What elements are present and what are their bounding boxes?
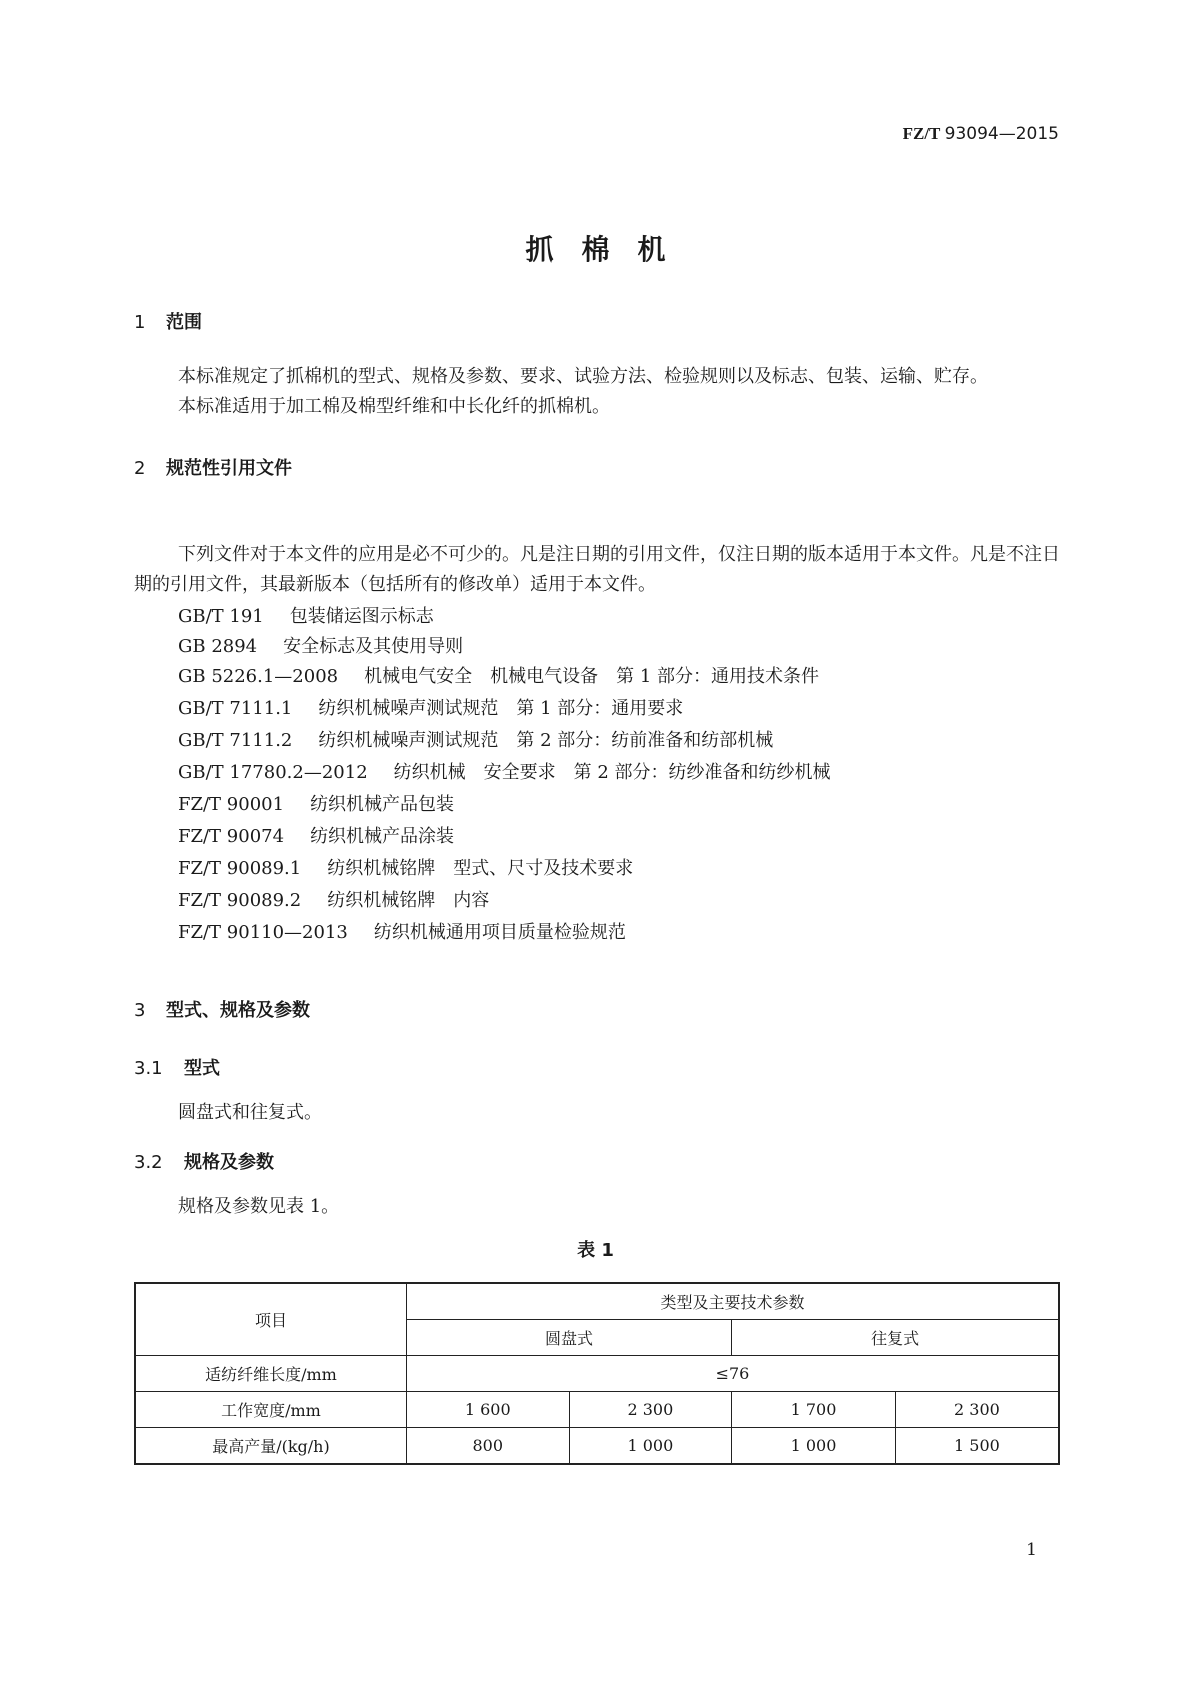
reference-title: 纺织机械噪声测试规范 第 2 部分：纺前准备和纺部机械 [318, 730, 774, 751]
table-cell: 1 500 [895, 1428, 1059, 1465]
table-row-label: 工作宽度/mm [135, 1392, 406, 1428]
table-row-label: 最高产量/(kg/h) [135, 1428, 406, 1465]
reference-item [178, 790, 454, 816]
reference-title: 纺织机械铭牌 型式、尺寸及技术要求 [327, 858, 634, 879]
table-header-type-b: 往复式 [732, 1320, 1059, 1356]
section-3-2-heading [134, 1148, 274, 1174]
section-1-paragraph: 本标准规定了抓棉机的型式、规格及参数、要求、试验方法、检验规则以及标志、包装、运输、贮存。 [178, 366, 988, 387]
table-cell: 1 000 [569, 1428, 732, 1465]
section-1-heading [134, 308, 202, 334]
section-title: 型式 [184, 1058, 220, 1079]
table-cell: 2 300 [895, 1392, 1059, 1428]
section-3-2-text: 规格及参数见表 1。 [178, 1196, 340, 1217]
reference-item [178, 694, 683, 720]
section-3-1-heading [134, 1054, 220, 1080]
table-header-type-a: 圆盘式 [406, 1320, 731, 1356]
reference-code: GB/T 7111.1 [178, 698, 293, 719]
reference-item [178, 662, 819, 688]
section-title: 型式、规格及参数 [166, 1000, 310, 1021]
reference-item [178, 602, 434, 628]
table-cell: 800 [406, 1428, 569, 1465]
table-header-group: 类型及主要技术参数 [406, 1283, 1059, 1320]
table-header-item: 项目 [135, 1283, 406, 1356]
reference-code: GB/T 7111.2 [178, 730, 293, 751]
section-title: 规范性引用文件 [166, 458, 292, 479]
section-number: 3.1 [134, 1058, 163, 1079]
reference-title: 安全标志及其使用导则 [283, 636, 464, 657]
reference-title: 纺织机械噪声测试规范 第 1 部分：通用要求 [318, 698, 684, 719]
table-cell: 1 000 [732, 1428, 896, 1465]
reference-code: GB/T 191 [178, 606, 264, 627]
spec-table [134, 1282, 1060, 1465]
reference-item [178, 918, 626, 944]
reference-code: FZ/T 90074 [178, 826, 285, 847]
section-number: 1 [134, 312, 146, 333]
reference-code: GB/T 17780.2—2012 [178, 762, 368, 783]
reference-code: FZ/T 90001 [178, 794, 285, 815]
reference-code: FZ/T 90110—2013 [178, 922, 348, 943]
section-number: 3 [134, 1000, 146, 1021]
document-code-prefix: FZ/T [902, 124, 941, 143]
reference-item [178, 726, 773, 752]
reference-code: GB 5226.1—2008 [178, 666, 339, 687]
table-row-label: 适纺纤维长度/mm [135, 1356, 406, 1392]
reference-item [178, 632, 463, 658]
reference-title: 纺织机械产品包装 [310, 794, 455, 815]
section-number: 3.2 [134, 1152, 163, 1173]
section-2-intro [134, 540, 1060, 600]
reference-title: 纺织机械铭牌 内容 [327, 890, 490, 911]
section-number: 2 [134, 458, 146, 479]
document-code [903, 124, 1059, 144]
reference-code: FZ/T 90089.1 [178, 858, 302, 879]
reference-item [178, 822, 454, 848]
reference-code: GB 2894 [178, 636, 258, 657]
table-header-row [135, 1283, 1059, 1320]
table-row [135, 1392, 1059, 1428]
section-title: 规格及参数 [184, 1152, 274, 1173]
page-number: 1 [1026, 1540, 1037, 1560]
table-row [135, 1356, 1059, 1392]
reference-title: 纺织机械通用项目质量检验规范 [373, 922, 626, 943]
page-title: 抓棉机 [525, 233, 694, 266]
reference-title: 包装储运图示标志 [289, 606, 434, 627]
document-code-number: 93094—2015 [944, 124, 1059, 144]
reference-title: 机械电气安全 机械电气设备 第 1 部分：通用技术条件 [364, 666, 820, 687]
section-3-heading [134, 996, 310, 1022]
reference-item [178, 854, 633, 880]
table-row [135, 1428, 1059, 1465]
section-3-1-text: 圆盘式和往复式。 [178, 1102, 322, 1123]
table-cell: 2 300 [569, 1392, 732, 1428]
section-title: 范围 [166, 312, 202, 333]
reference-item [178, 886, 489, 912]
reference-item [178, 758, 831, 784]
reference-title: 纺织机械产品涂装 [310, 826, 455, 847]
section-1-paragraph: 本标准适用于加工棉及棉型纤维和中长化纤的抓棉机。 [178, 396, 610, 417]
reference-title: 纺织机械 安全要求 第 2 部分：纺纱准备和纺纱机械 [393, 762, 831, 783]
table-cell: ≤76 [406, 1356, 1059, 1392]
section-2-intro-text: 下列文件对于本文件的应用是必不可少的。凡是注日期的引用文件，仅注日期的版本适用于本文件。凡是不注日期的引用文件，其最新版本（包括所有的修改单）适用于本文件。 [134, 544, 1060, 595]
table-cell: 1 700 [732, 1392, 896, 1428]
table-cell: 1 600 [406, 1392, 569, 1428]
table-caption: 表 1 [577, 1240, 614, 1261]
section-2-heading [134, 454, 292, 480]
reference-code: FZ/T 90089.2 [178, 890, 302, 911]
